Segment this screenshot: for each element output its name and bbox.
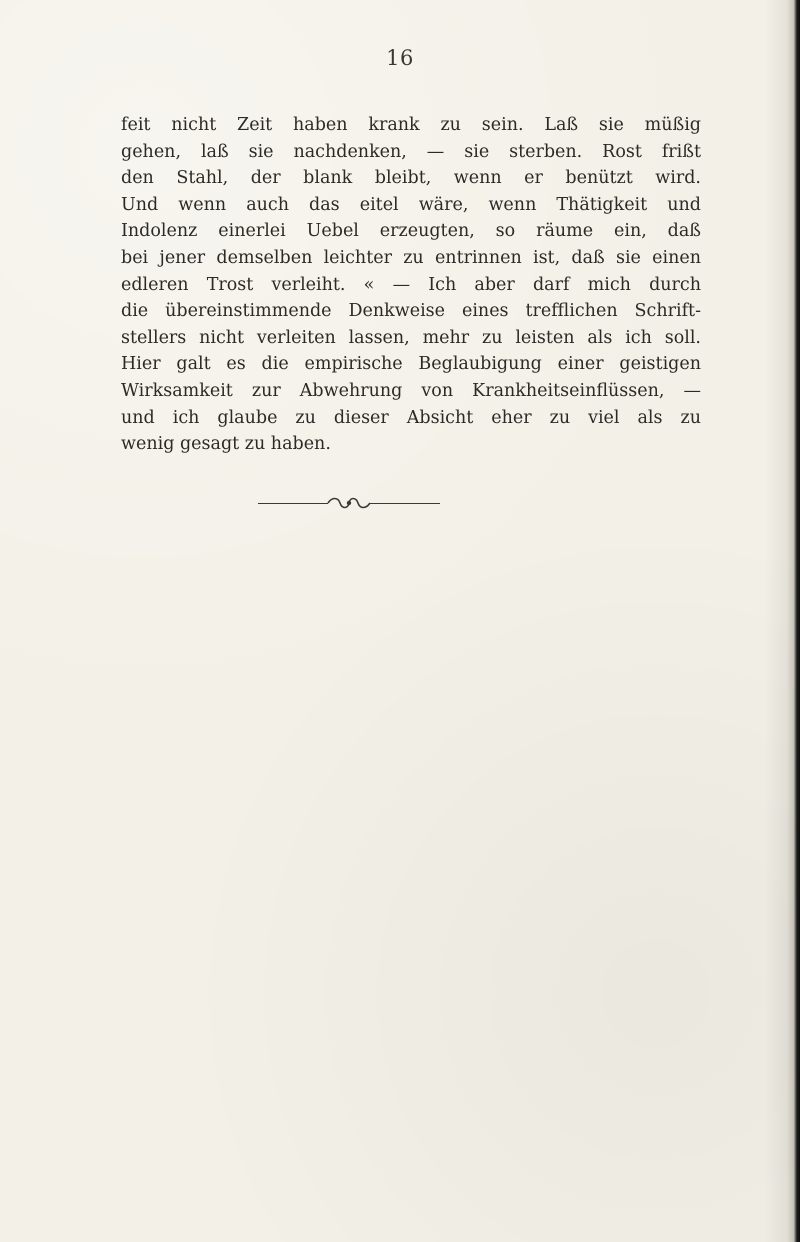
text-line: feit nicht Zeit haben krank zu sein. Laß sie müßig	[121, 115, 701, 135]
text-line: Wirksamkeit zur Abwehrung von Krankheitseinflüssen, —	[121, 380, 701, 401]
text-line: gehen, laß sie nachdenken, — sie sterben. Rost frißt	[121, 141, 701, 162]
page-number: 16	[386, 46, 414, 70]
text-line: die übereinstimmende Denkweise eines trefflichen Schrift-	[121, 301, 701, 322]
text-line: Hier galt es die empirische Beglaubigung einer geistigen	[121, 354, 701, 375]
section-divider-ornament	[0, 493, 800, 513]
body-text	[121, 112, 701, 458]
text-line: stellers nicht verleiten lassen, mehr zu leisten als ich soll.	[121, 327, 701, 348]
divider-rule-left	[258, 503, 328, 504]
text-line: wenig gesagt zu haben.	[121, 434, 331, 455]
text-line: und ich glaube zu dieser Absicht eher zu viel als zu	[121, 407, 701, 428]
text-line: Indolenz einerlei Uebel erzeugten, so räume ein, daß	[121, 221, 701, 242]
text-line: den Stahl, der blank bleibt, wenn er benützt wird.	[121, 168, 701, 189]
divider-rule-right	[370, 503, 440, 504]
flourish-icon	[326, 493, 372, 513]
book-edge	[786, 0, 800, 1242]
text-line: Und wenn auch das eitel wäre, wenn Thätigkeit und	[121, 194, 701, 215]
page-gutter-shadow	[764, 0, 786, 1242]
text-line: edleren Trost verleiht. « — Ich aber darf mich durch	[121, 274, 701, 295]
text-line: bei jener demselben leichter zu entrinnen ist, daß sie einen	[121, 247, 701, 268]
